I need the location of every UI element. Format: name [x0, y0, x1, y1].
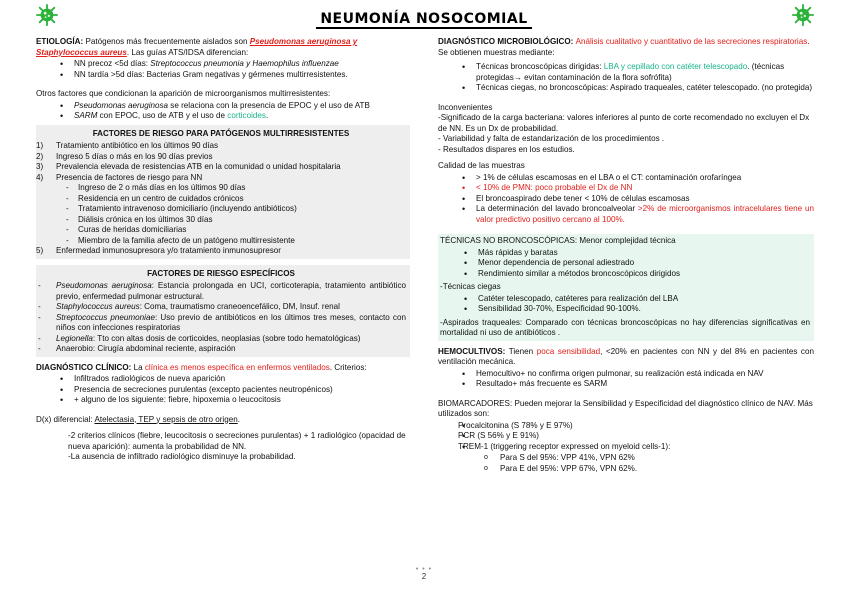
item-number: 1): [36, 141, 44, 150]
ciegas-title: -Técnicas ciegas: [440, 282, 501, 291]
item-text: Tratamiento antibiótico en los últimos 90 días: [56, 141, 219, 150]
item-text: Enfermedad inmunosupresora y/o tratamiento inmunosupresor: [56, 246, 281, 255]
item-green: LBA y cepillado con catéter telescopado: [603, 62, 748, 71]
list-item: [36, 59, 410, 70]
list-item: • Procalcitonina (S 78% y E 97%): [438, 421, 814, 432]
item-rest: se relaciona con la presencia de EPOC y el uso de ATB: [168, 100, 370, 110]
item-text: Ingreso 5 días o más en los 90 días previos: [56, 151, 213, 161]
no-bronco-title: TÉCNICAS NO BRONCOSCÓPICAS: Menor complejidad técnica: [440, 236, 676, 245]
list-item: [36, 313, 406, 334]
hemo-paragraph: [438, 347, 814, 368]
list-item: - Tratamiento intravenoso domiciliario (incluyendo antibióticos): [36, 204, 406, 215]
hemo-text1: Tienen: [505, 346, 537, 356]
item-lead: NN tardía >5d días: Bacterias Gram negativas y gérmenes multirresistentes.: [74, 69, 348, 79]
list-item: • Catéter telescopado, catéteres para realización del LBA: [440, 294, 810, 305]
bio-list: [438, 421, 814, 453]
list-item: • Sensibilidad 30-70%, Especificidad 90-100%.: [440, 304, 810, 315]
hemo-list: [438, 369, 814, 390]
item-rest: : Estancia prolongada en UCI, corticoterapia, tratamiento antibiótico previo, enfermedad pulmonar estructural.: [56, 281, 407, 301]
aspirados-text: -Aspirados traqueales: Comparado con técnicas broncoscópicas no hay diferencias significativas en mortalidad ni uso de antibióticos .: [440, 317, 810, 337]
list-item: • < 10% de PMN: poco probable el Dx de NN: [438, 183, 814, 194]
dx-end: .: [237, 414, 240, 424]
clinico-text1: La: [131, 362, 145, 372]
dx-lead: D(x) diferencial:: [36, 414, 95, 424]
factores-multi-box: [36, 125, 410, 259]
factores-multi-last: [36, 246, 406, 257]
micro-label: DIAGNÓSTICO MICROBIOLÓGICO:: [438, 37, 576, 46]
clinico-list: [36, 374, 410, 406]
dx-line: -2 criterios clínicos (fiebre, leucocitosis o secreciones purulentas) + 1 radiológico (opacidad de nueva aparición): aumenta la probabilidad de NN.: [68, 431, 406, 451]
list-item: • PCR (S 56% y E 91%): [438, 431, 814, 442]
item-italic: Legionella: [56, 333, 93, 343]
item-number: 4): [36, 172, 44, 182]
list-item: • Infiltrados radiológicos de nueva aparición: [36, 374, 410, 385]
etiologia-text2: . Las guías ATS/IDSA diferencian:: [126, 47, 249, 57]
hemo-label: HEMOCULTIVOS:: [438, 346, 506, 356]
factores-multi-header: FACTORES DE RIESGO PARA PATÓGENOS MULTIRRESISTENTES: [92, 128, 350, 138]
factores-multi-list: [36, 141, 406, 183]
item-green: corticoides: [227, 111, 266, 120]
list-item: o Para S del 95%: VPP 41%, VPN 62%: [438, 453, 814, 464]
list-item: [36, 246, 406, 257]
inconvenientes-line: -Significado de la carga bacteriana: valores inferiores al punto de corte recomendado no excluyen el Dx de NN. Es un Dx de probabilidad.: [438, 113, 810, 133]
list-item: [36, 162, 406, 173]
micro-list: [438, 62, 814, 94]
item-text: Presencia de factores de riesgo para NN: [56, 172, 203, 182]
list-item: [36, 334, 406, 345]
item-italic: Pseudomonas aeruginosa: [74, 100, 169, 110]
inconvenientes-line: - Resultados dispares en los estudios.: [438, 144, 575, 154]
etiologia-label: ETIOLOGÍA:: [36, 37, 84, 46]
item-lead: Técnicas broncoscópicas dirigidas:: [476, 62, 604, 71]
list-item: • Hemocultivo+ no confirma origen pulmonar, su realización está indicada en NAV: [438, 369, 814, 380]
item-red: >2% de microorganismos intracelulares tiene un valor predictivo positivo cercano al 100%.: [476, 204, 814, 224]
calidad-title: Calidad de las muestras: [438, 161, 525, 170]
etiologia-paragraph: [36, 37, 410, 58]
list-item: • TREM-1 (triggering receptor expressed on myeloid cells-1):: [438, 442, 814, 453]
item-rest: : Uso previo de antibióticos en los últimos tres meses, contacto con niños con infecciones respiratorias: [56, 312, 406, 332]
item-number: 3): [36, 162, 44, 171]
title-wrap: [0, 10, 848, 29]
right-column: [438, 37, 814, 477]
dx-line: -La ausencia de infiltrado radiológico disminuye la probabilidad.: [68, 452, 296, 461]
list-item: [438, 204, 814, 225]
clinico-text2: . Criterios:: [329, 362, 367, 372]
list-item: [36, 101, 410, 112]
dx-underlined: Atelectasia, TEP y sepsis de otro origen: [94, 414, 238, 424]
list-item: [438, 62, 814, 83]
list-item: • Rendimiento similar a métodos broncoscópicos dirigidos: [440, 269, 810, 280]
inconvenientes-title: Inconvenientes: [438, 102, 493, 112]
etiologia-text1: Patógenos más frecuentemente aislados son: [83, 37, 250, 46]
list-item: [36, 152, 406, 163]
clinico-label: DIAGNÓSTICO CLÍNICO:: [36, 362, 132, 372]
list-item: [36, 141, 406, 152]
micro-paragraph: [438, 37, 814, 58]
item-rest: con EPOC, uso de ATB y el uso de: [97, 111, 228, 120]
list-item: • Resultado+ más frecuente es SARM: [438, 379, 814, 390]
page-title: NEUMONÍA NOSOCOMIAL: [316, 11, 531, 29]
list-item: o Para E del 95%: VPP 67%, VPN 62%.: [438, 464, 814, 475]
list-item: [36, 302, 406, 313]
inconvenientes-line: - Variabilidad y falta de estandarización de los procedimientos .: [438, 134, 665, 143]
etiologia-list: [36, 59, 410, 80]
list-item: • Menor dependencia de personal adiestrado: [440, 258, 810, 269]
list-item: - Ingreso de 2 o más días en los últimos 90 días: [36, 183, 406, 194]
etiologia-highlight: Pseudomonas aeruginosa y Staphylococcus aureus: [36, 37, 358, 57]
left-column: [36, 37, 410, 463]
page-number: 2: [421, 572, 427, 581]
no-bronco-box: [438, 234, 814, 341]
clinico-paragraph: [36, 363, 410, 374]
list-item: [36, 70, 410, 81]
list-item: [36, 281, 406, 302]
factores-esp-box: [36, 265, 410, 357]
item-rest: : Tto con altas dosis de corticoides, neoplasias (sobre todo hematológicas): [92, 333, 361, 343]
calidad-list: [438, 173, 814, 226]
item-number: 5): [36, 246, 44, 255]
list-item: • El broncoaspirado debe tener < 10% de células escamosas: [438, 194, 814, 205]
item-rest: : Coma, traumatismo craneoencefálico, DM, Insuf. renal: [139, 302, 340, 311]
factores-esp-list: [36, 281, 406, 355]
list-item: - Curas de heridas domiciliarias: [36, 225, 406, 236]
list-item: • Más rápidas y baratas: [440, 248, 810, 259]
item-text: Prevalencia elevada de resistencias ATB en la comunidad o unidad hospitalaria: [56, 162, 341, 171]
otros-intro: Otros factores que condicionan la aparición de microorganismos multirresistentes:: [36, 89, 331, 98]
list-item: - Miembro de la familia afecto de un patógeno multirresistente: [36, 236, 406, 247]
factores-esp-header: FACTORES DE RIESGO ESPECÍFICOS: [147, 268, 295, 278]
factores-multi-sublist: [36, 183, 406, 246]
item-lead: La determinación del lavado broncoalveolar: [476, 204, 638, 213]
dx-paragraph: [36, 415, 410, 426]
micro-text2: . Se obtienen muestras mediante:: [438, 37, 810, 57]
item-lead: Técnicas ciegas, no broncoscópicas: Aspirado traqueales, catéter telescopado. (no protegida): [476, 83, 813, 92]
list-item: [36, 111, 410, 122]
item-italic: Pseudomonas aeruginosa: [56, 281, 152, 290]
list-item: • > 1% de células escamosas en el LBA o el CT: contaminación orofaríngea: [438, 173, 814, 184]
footer-dots-icon: • • •: [415, 566, 433, 573]
item-rest: . (técnicas protegidas→ evitan contaminación de la flora sofrófita): [476, 62, 785, 82]
item-end: .: [265, 111, 269, 120]
hemo-text2: , <20% en pacientes con NN y del 8% en pacientes con ventilación mecánica.: [438, 346, 814, 366]
list-item: [36, 173, 406, 184]
item-italic: Streptococcus pneumonia y Haemophilus influenzae: [150, 59, 339, 68]
item-number: 2): [36, 151, 44, 161]
list-item: - Diálisis crónica en los últimos 30 días: [36, 215, 406, 226]
item-italic: SARM: [74, 111, 98, 120]
no-bronco-list: [440, 248, 810, 280]
page-footer: [0, 566, 848, 581]
hemo-red: poca sensibilidad: [536, 346, 601, 356]
list-item: • + alguno de los siguiente: fiebre, hipoxemia o leucocitosis: [36, 395, 410, 406]
item-lead: NN precoz <5d días:: [74, 59, 151, 68]
clinico-red: clínica es menos específica en enfermos ventilados: [144, 362, 330, 372]
list-item: [36, 344, 406, 355]
list-item: • Presencia de secreciones purulentas (excepto pacientes neutropénicos): [36, 385, 410, 396]
micro-red: Análisis cualitativo y cuantitativo de las secreciones respiratorias: [575, 37, 808, 46]
item-rest: Anaerobio: Cirugía abdominal reciente, aspiración: [56, 344, 236, 353]
otros-list: [36, 101, 410, 122]
bio-intro: BIOMARCADORES: Pueden mejorar la Sensibilidad y Especificidad del diagnóstico clínico de NAV. Más utilizados son:: [438, 398, 813, 418]
bio-sublist: [438, 453, 814, 474]
item-italic: Staphylococcus aureus: [56, 302, 140, 311]
list-item: - Residencia en un centro de cuidados crónicos: [36, 194, 406, 205]
list-item: [438, 83, 814, 94]
ciegas-list: [440, 294, 810, 315]
item-italic: Streptococcus pneumoniae: [56, 312, 155, 322]
